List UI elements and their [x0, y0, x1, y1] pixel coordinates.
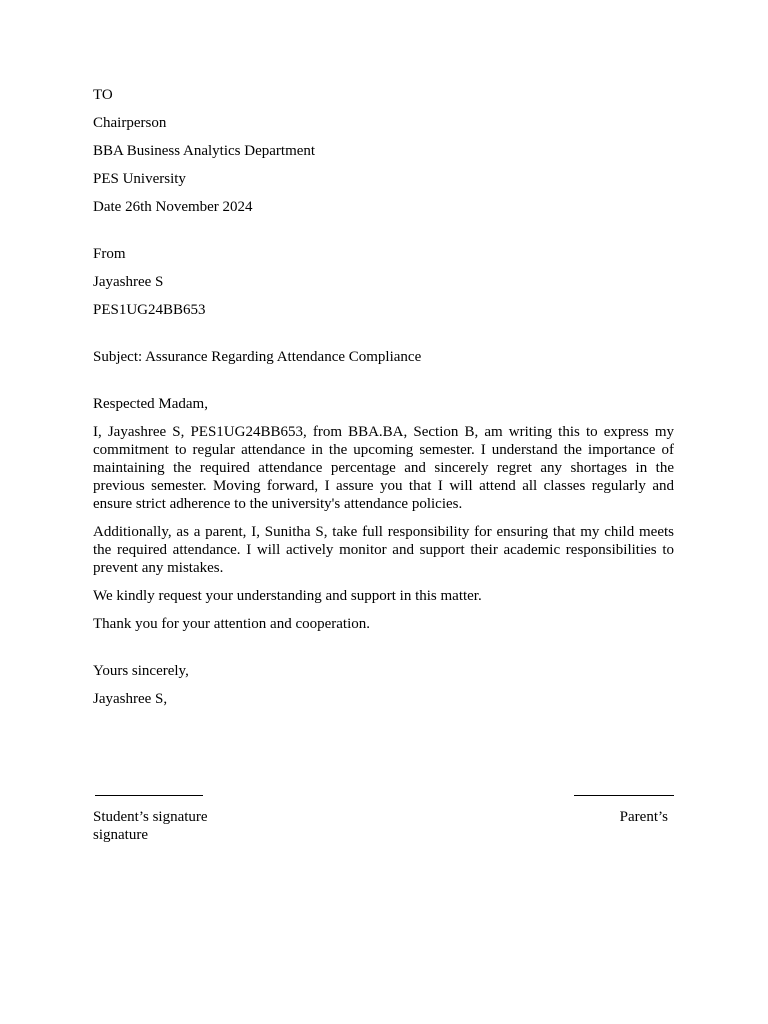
body-paragraph-1: I, Jayashree S, PES1UG24BB653, from BBA.BA, Section B, am writing this to express my commitment to regular attendance in the upcoming semester. I understand the importance of maintaining the required attendance percentage and sincerely regret any shortages in the previous semester. Moving forward, I assure you that I will attend all classes regularly and ensure strict adherence to the university's attendance policies.	[93, 424, 674, 512]
letter-page	[93, 86, 674, 718]
spacer	[93, 643, 674, 662]
body-paragraph-4: Thank you for your attention and cooperation.	[93, 616, 371, 632]
body-paragraph-2: Additionally, as a parent, I, Sunitha S, take full responsibility for ensuring that my child meets the required attendance. I will actively monitor and support their academic responsibilities to prevent any mistakes.	[93, 524, 674, 576]
sender-srn: PES1UG24BB653	[93, 302, 206, 318]
sender-name: Jayashree S	[93, 274, 164, 290]
parent-signature-label-wrap: signature	[93, 827, 148, 843]
parent-signature-label: Parent’s	[619, 809, 668, 825]
sign-off: Yours sincerely,	[93, 663, 189, 679]
student-signature-label: Student’s signature	[93, 809, 208, 825]
letter-subject: Subject: Assurance Regarding Attendance Compliance	[93, 349, 422, 365]
recipient-university: PES University	[93, 171, 186, 187]
recipient-department: BBA Business Analytics Department	[93, 143, 316, 159]
student-signature-line	[95, 784, 203, 796]
to-label: TO	[93, 87, 113, 103]
signature-labels	[93, 808, 674, 826]
spacer	[93, 226, 674, 245]
from-label: From	[93, 246, 126, 262]
recipient-title: Chairperson	[93, 115, 167, 131]
parent-signature-line	[574, 784, 674, 796]
salutation: Respected Madam,	[93, 396, 208, 412]
body-paragraph-3: We kindly request your understanding and support in this matter.	[93, 588, 482, 604]
letter-date: Date 26th November 2024	[93, 199, 253, 215]
spacer	[93, 329, 674, 348]
spacer	[93, 376, 674, 395]
closing-name: Jayashree S,	[93, 691, 168, 707]
